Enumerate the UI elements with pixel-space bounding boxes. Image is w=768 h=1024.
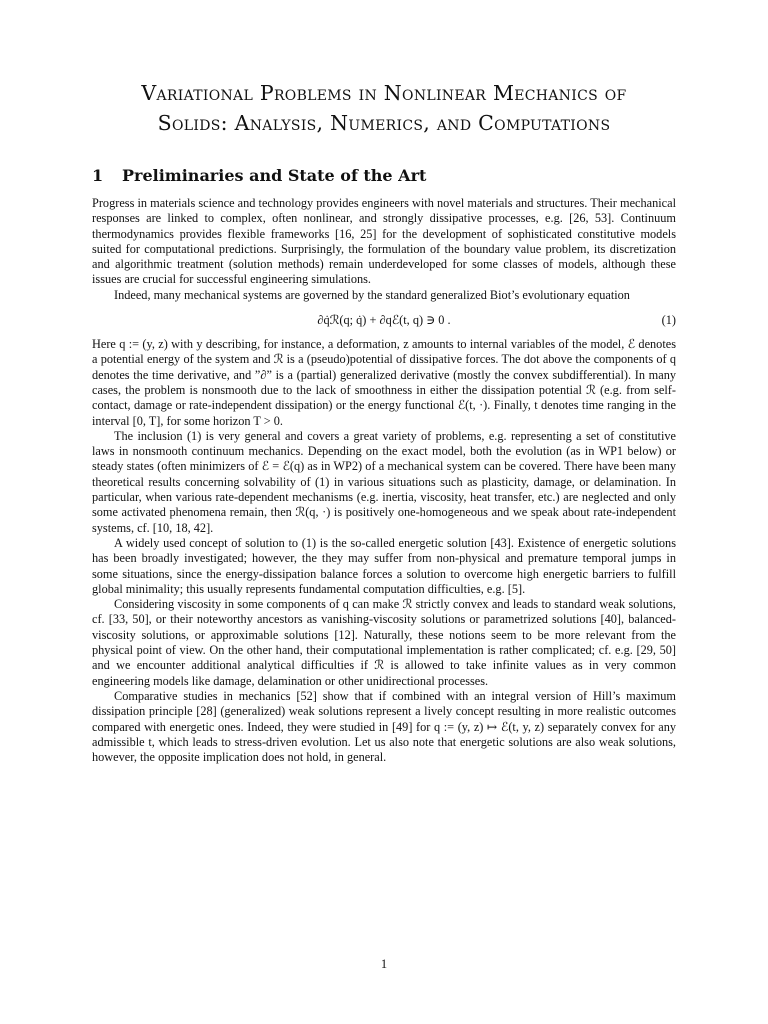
- section-heading: [92, 166, 426, 185]
- paragraph-2: Indeed, many mechanical systems are governed by the standard generalized Biot’s evolutionary equation: [114, 287, 630, 302]
- paragraph-1: Progress in materials science and technology provides engineers with novel materials and structures. Their mechanical responses are linked to complex, often nonlinear, and strongly dissipative processes, e.g. [26, 53]. Continuum thermodynamics provides flexible frameworks [16, 25] for the development of sophisticated constitutive models suited for computational predictions. Surprisingly, the formulation of the boundary value problem, its discretization and algorithmic treatment (solution methods) remain underdeveloped for some classes of models, although these issues are crucial for successful engineering simulations.: [92, 196, 676, 287]
- section-number: 1: [92, 166, 104, 185]
- equation-text: ∂q̇ℛ(q; q̇) + ∂qℰ(t, q) ∋ 0 .: [317, 313, 451, 328]
- paper-title: [92, 78, 676, 138]
- title-line-1: Variational Problems in Nonlinear Mechanics of: [141, 81, 627, 105]
- paragraph-3: Here q := (y, z) with y describing, for instance, a deformation, z amounts to internal variables of the model, ℰ denotes a potential energy of the system and ℛ is a (pseudo)potential of dissipative forces. The dot above the components of q denotes the time derivative, and ”∂” is a (partial) generalized derivative (mostly the convex subdifferential). In many cases, the problem is nonsmooth due to the lack of smoothness in either the dissipation potential ℛ (e.g. from self-contact, damage or rate-independent dissipation) or the energy functional ℰ(t, ·). Finally, t denotes time ranging in the interval [0, T], for some horizon T > 0.: [92, 337, 676, 428]
- paragraph-5: A widely used concept of solution to (1) is the so-called energetic solution [43]. Existence of energetic solutions has been broadly investigated; however, the they may suffer from non-physical and premature temporal jumps in some situations, since the energy-dissipation balance forces a solution to overcome high energetic barriers to fulfill global minimality; this usually represents fundamental computation difficulties, e.g. [5].: [92, 535, 676, 596]
- paragraph-4: The inclusion (1) is very general and covers a great variety of problems, e.g. representing a set of constitutive laws in nonsmooth continuum mechanics. Depending on the exact model, both the evolution (as in WP1 below) or steady states (often minimizers of ℰ = ℰ(q) as in WP2) of a mechanical system can be covered. There have been many theoretical results concerning solvability of (1) in various situations such as plasticity, damage, or delamination. In particular, when various rate-dependent mechanisms (e.g. inertia, viscosity, heat transfer, etc.) are neglected and only some activated phenomena remain, then ℛ(q, ·) is positively one-homogeneous and we speak about rate-independent systems, cf. [10, 18, 42].: [92, 428, 676, 535]
- equation-1: [92, 305, 676, 335]
- equation-number: (1): [661, 313, 676, 328]
- paragraph-7: Comparative studies in mechanics [52] show that if combined with an integral version of Hill’s maximum dissipation principle [28] (generalized) weak solutions represent a lively concept resulting in more realistic outcomes compared with energetic ones. Indeed, they were studied in [49] for q := (y, z) ↦ ℰ(t, y, z) separately convex for any admissible t, which leads to stress-driven evolution. Let us also note that energetic solutions are also weak solutions, however, the opposite implication does not hold, in general.: [92, 688, 676, 765]
- paragraph-6: Considering viscosity in some components of q can make ℛ strictly convex and leads to standard weak solutions, cf. [33, 50], or their noteworthy ancestors as vanishing-viscosity solutions or parametrized solutions [40], balanced-viscosity solutions, or approximable solutions [12]. Naturally, these notions seem to be more relevant from the physical point of view. On the other hand, their computational implementation is rather complicated; cf. e.g. [29, 50] and we encounter additional analytical difficulties if ℛ is allowed to take infinite values as in very common engineering models like damage, delamination or other unidirectional processes.: [92, 597, 676, 688]
- page-content: [92, 78, 676, 765]
- section-title: Preliminaries and State of the Art: [122, 166, 427, 185]
- page-number: 1: [380, 957, 388, 971]
- section-body: [92, 196, 676, 765]
- title-line-2: Solids: Analysis, Numerics, and Computations: [157, 111, 611, 135]
